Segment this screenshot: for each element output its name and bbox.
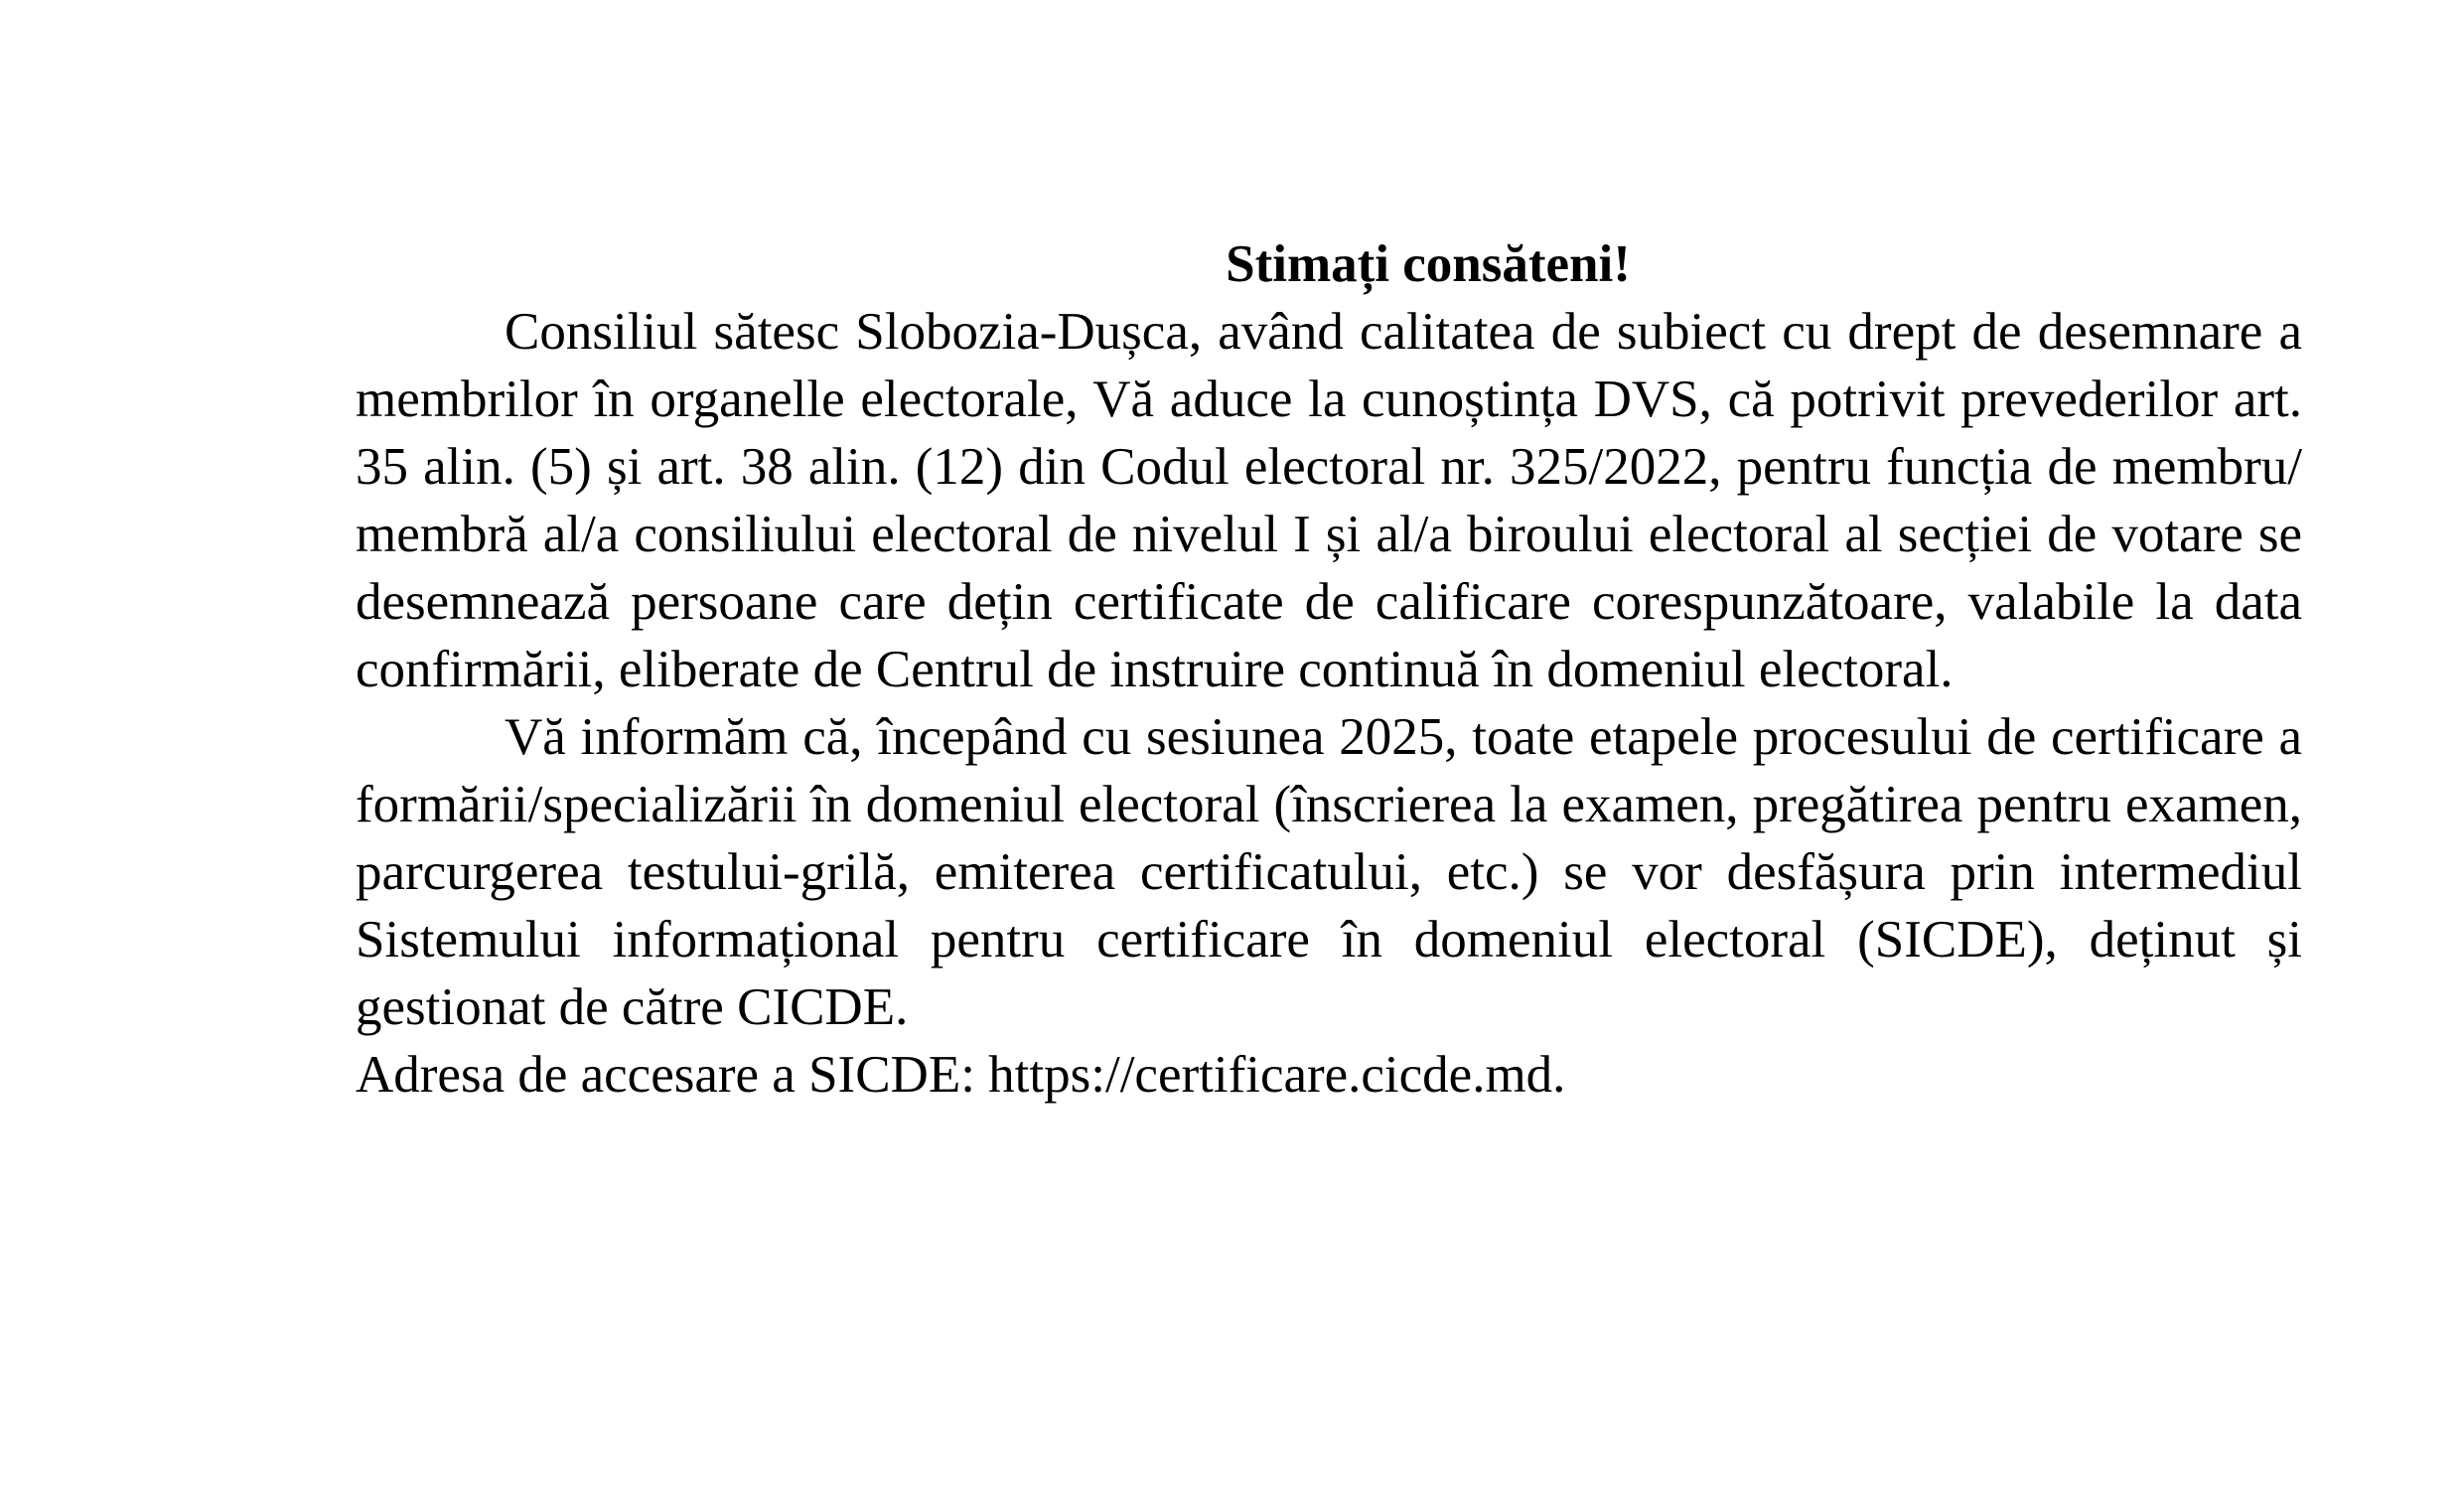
notice-document: [356, 230, 2302, 1109]
notice-title: Stimați consăteni!: [1226, 235, 1631, 293]
paragraph-designation-requirements: Consiliul sătesc Slobozia-Dușca, având calitatea de subiect cu drept de desemnare a membrilor în organelle electorale, Vă aduce la cunoștința DVS, că potrivit prevederilor art. 35 alin. (5) și art. 38 alin. (12) din Codul electoral nr. 325/2022, pentru funcția de membru/ membră al/a consiliului electoral de nivelul I și al/a biroului electoral al secției de votare se desemnează persoane care dețin certificate de calificare corespunzătoare, valabile la data confirmării, eliberate de Centrul de instruire continuă în domeniul electoral.: [356, 303, 2302, 698]
paragraph-sicde-information: Vă informăm că, începând cu sesiunea 2025, toate etapele procesului de certificare a formării/specializării în domeniul electoral (înscrierea la examen, pregătirea pentru examen, parcurgerea testului-grilă, emiterea certificatului, etc.) se vor desfășura prin intermediul Sistemului informațional pentru certificare în domeniul electoral (SICDE), deținut și gestionat de către CICDE.: [356, 708, 2302, 1036]
sicde-access-address: Adresa de accesare a SICDE: https://certificare.cicde.md.: [356, 1046, 1566, 1104]
